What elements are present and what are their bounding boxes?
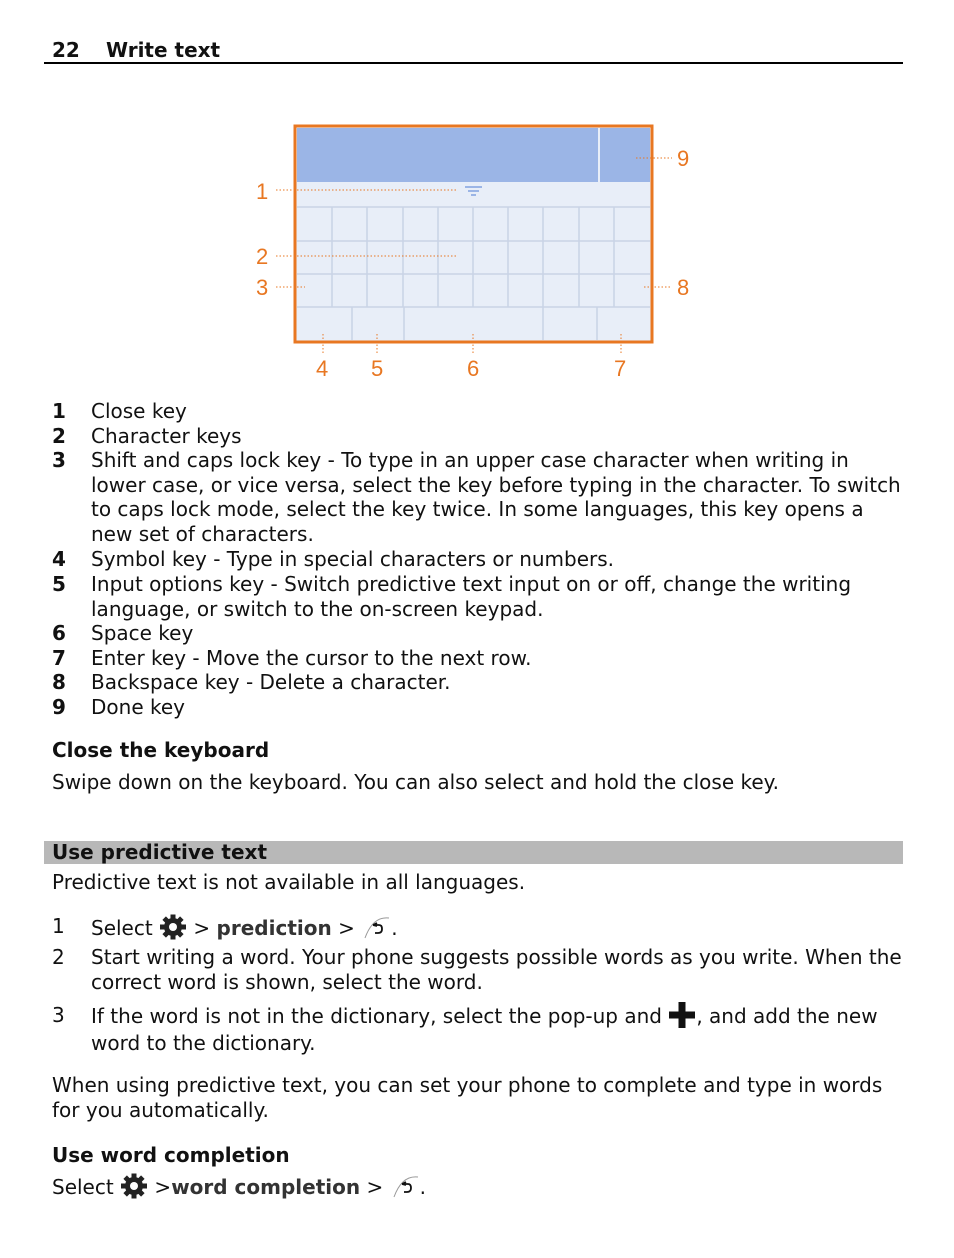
- callout-2: 2: [256, 244, 269, 269]
- close-keyboard-heading: Close the keyboard: [52, 738, 270, 762]
- plus-icon: [668, 1002, 696, 1028]
- auto-text-paragraph: When using predictive text, you can set your phone to complete and type in words for you automatically.: [52, 1073, 883, 1122]
- keyboard-diagram: [0, 0, 954, 400]
- done-key: [600, 128, 650, 182]
- settings-gear-icon: [120, 1173, 148, 1199]
- section-title: Use predictive text: [52, 840, 268, 864]
- text-field: [297, 128, 598, 182]
- back-arrow-icon: [361, 914, 391, 940]
- settings-gear-icon: [159, 914, 187, 940]
- page-number: 22: [52, 38, 80, 62]
- callout-4: 4: [316, 356, 329, 381]
- back-arrow-icon: [390, 1173, 420, 1199]
- word-completion-heading: Use word completion: [52, 1143, 290, 1167]
- callout-3: 3: [256, 275, 269, 300]
- callout-8: 8: [677, 275, 690, 300]
- callout-7: 7: [614, 356, 627, 381]
- callout-1: 1: [256, 179, 269, 204]
- predictive-intro: Predictive text is not available in all languages.: [52, 870, 526, 894]
- callout-9: 9: [677, 146, 690, 171]
- chapter-title: Write text: [106, 38, 221, 62]
- callout-5: 5: [371, 356, 384, 381]
- word-completion-instruction: Select >word completion > .: [52, 1175, 426, 1199]
- callout-6: 6: [467, 356, 480, 381]
- close-keyboard-body: Swipe down on the keyboard. You can also select and hold the close key.: [52, 770, 780, 794]
